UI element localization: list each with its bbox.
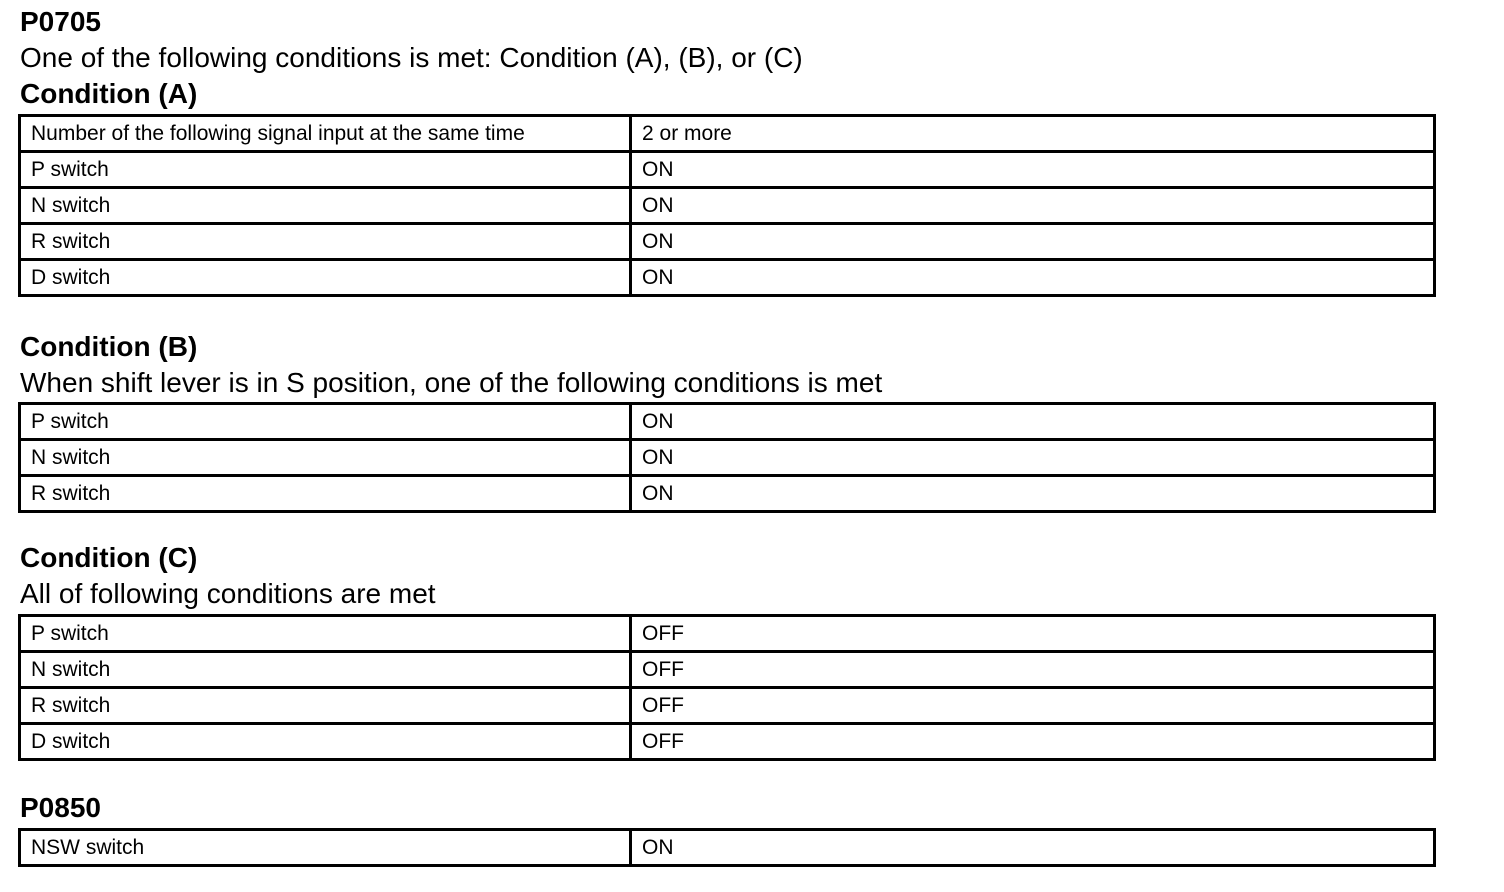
table-cell-item: P switch: [20, 616, 631, 652]
condition-b-description: When shift lever is in S position, one of the following conditions is met: [20, 367, 883, 398]
table-row: [20, 188, 1435, 224]
table-cell-value: 2 or more: [631, 116, 1435, 152]
condition-b-table: [18, 402, 1436, 513]
table-cell-value: ON: [631, 440, 1435, 476]
table-row: [20, 404, 1435, 440]
table-row: [20, 476, 1435, 512]
table-cell-value: ON: [631, 152, 1435, 188]
table-row: [20, 260, 1435, 296]
condition-c-title: Condition (C): [20, 542, 198, 573]
table-row: [20, 830, 1435, 866]
table-cell-item: NSW switch: [20, 830, 631, 866]
table-cell-value: ON: [631, 224, 1435, 260]
table-cell-value: OFF: [631, 652, 1435, 688]
table-cell-item: D switch: [20, 724, 631, 760]
table-cell-item: Number of the following signal input at the same time: [20, 116, 631, 152]
table-cell-item: N switch: [20, 188, 631, 224]
p0705-code-title: P0705: [20, 6, 101, 37]
table-row: [20, 152, 1435, 188]
table-row: [20, 616, 1435, 652]
table-cell-value: ON: [631, 476, 1435, 512]
p0705-description: One of the following conditions is met: Condition (A), (B), or (C): [20, 42, 803, 73]
condition-c-description: All of following conditions are met: [20, 578, 436, 609]
table-cell-item: R switch: [20, 224, 631, 260]
table-cell-item: R switch: [20, 688, 631, 724]
table-cell-value: ON: [631, 830, 1435, 866]
table-cell-value: OFF: [631, 688, 1435, 724]
p0850-table: [18, 828, 1436, 867]
table-cell-item: R switch: [20, 476, 631, 512]
table-cell-item: D switch: [20, 260, 631, 296]
table-row: [20, 440, 1435, 476]
table-cell-item: N switch: [20, 652, 631, 688]
table-row: [20, 688, 1435, 724]
table-cell-value: OFF: [631, 616, 1435, 652]
table-cell-item: N switch: [20, 440, 631, 476]
condition-a-title: Condition (A): [20, 78, 198, 109]
table-cell-item: P switch: [20, 152, 631, 188]
table-row: [20, 724, 1435, 760]
table-cell-value: ON: [631, 260, 1435, 296]
table-cell-value: ON: [631, 188, 1435, 224]
table-row: [20, 224, 1435, 260]
condition-b-title: Condition (B): [20, 331, 198, 362]
table-cell-value: ON: [631, 404, 1435, 440]
condition-c-table: [18, 614, 1436, 761]
table-cell-item: P switch: [20, 404, 631, 440]
p0850-code-title: P0850: [20, 792, 101, 823]
table-row: [20, 652, 1435, 688]
table-row: [20, 116, 1435, 152]
table-cell-value: OFF: [631, 724, 1435, 760]
condition-a-table: [18, 114, 1436, 297]
